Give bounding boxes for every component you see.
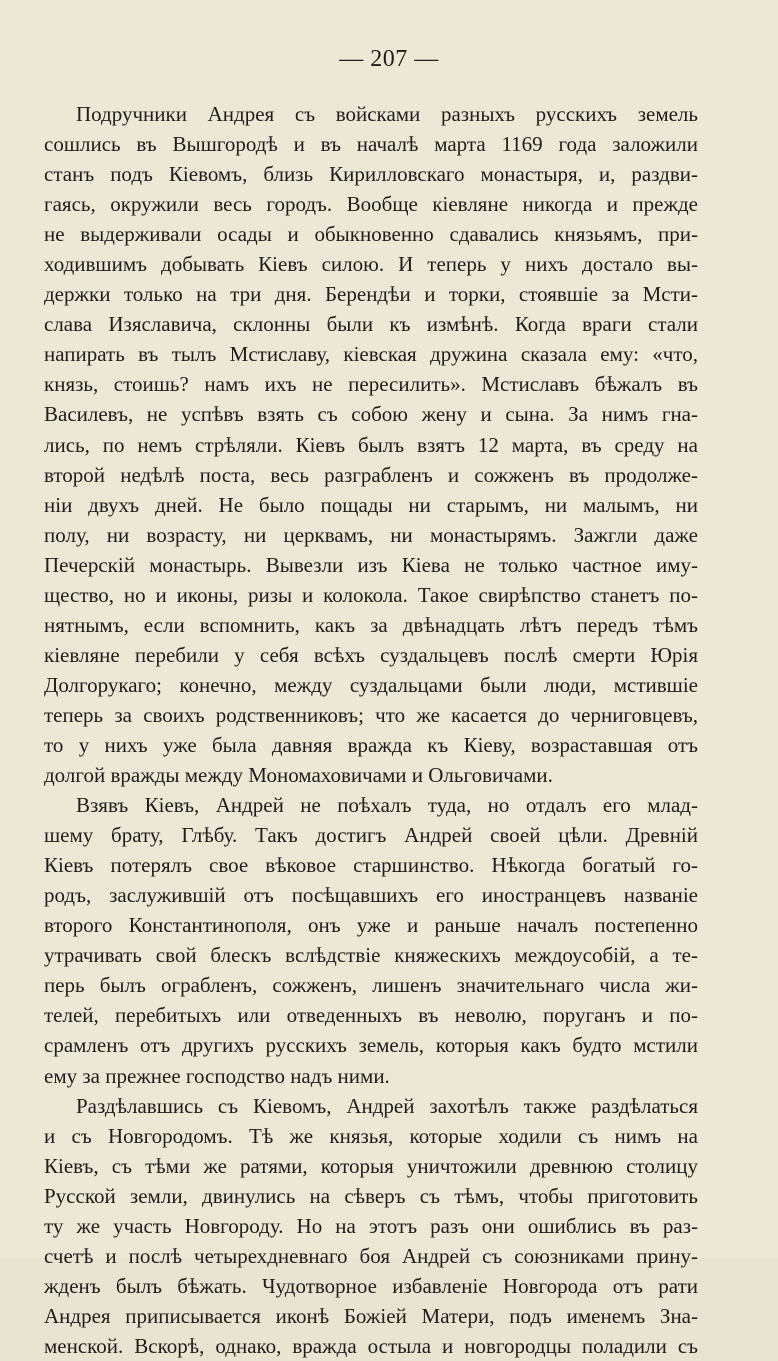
text-line: срамленъ отъ другихъ русскихъ земель, которыя какъ будто мстили xyxy=(44,1033,698,1058)
text-line: щество, но и иконы, ризы и колокола. Такое свирѣпство станетъ по- xyxy=(44,582,698,607)
text-line: лись, по немъ стрѣляли. Кіевъ былъ взятъ 12 марта, въ среду на xyxy=(44,432,698,457)
text-line: сошлись въ Вышгородѣ и въ началѣ марта 1169 года заложили xyxy=(44,132,698,157)
text-line: слава Изяславича, склонны были къ измѣнѣ. Когда враги стали xyxy=(44,312,698,337)
text-line: долгой вражды между Мономаховичами и Ольговичами. xyxy=(44,763,553,788)
text-line: жденъ былъ бѣжать. Чудотворное избавленіе Новгорода отъ рати xyxy=(44,1273,698,1298)
text-line: князь, стоишь? намъ ихъ не пересилить». Мстиславъ бѣжалъ въ xyxy=(44,372,698,397)
text-line: теперь за своихъ родственниковъ; что же касается до черниговцевъ, xyxy=(44,702,698,727)
text-line: Кіевъ потерялъ свое вѣковое старшинство. Нѣкогда богатый го- xyxy=(44,853,698,878)
text-line: Василевъ, не успѣвъ взять съ собою жену и сына. За нимъ гна- xyxy=(44,402,698,427)
text-line: менской. Вскорѣ, однако, вражда остыла и новгородцы поладили съ xyxy=(44,1333,698,1358)
text-line: перь былъ ограбленъ, сожженъ, лишенъ значительнаго числа жи- xyxy=(44,973,698,998)
text-line: Печерскій монастырь. Вывезли изъ Кіева не только частное иму- xyxy=(44,552,698,577)
text-line: второго Константинополя, онъ уже и раньше началъ постепенно xyxy=(44,913,698,938)
text-line: то у нихъ уже была давняя вражда къ Кіеву, возраставшая отъ xyxy=(44,732,698,757)
text-line: станъ подъ Кіевомъ, близь Кирилловскаго монастыря, и, раздви- xyxy=(44,162,698,187)
text-line: не выдерживали осады и обыкновенно сдавались князьямъ, при- xyxy=(44,222,698,247)
text-line: полу, ни возрасту, ни церквамъ, ни монастырямъ. Зажгли даже xyxy=(44,522,698,547)
text-line: счетѣ и послѣ четырехдневнаго боя Андрей съ союзниками прину- xyxy=(44,1243,698,1268)
page-number: — 207 — xyxy=(339,46,439,72)
text-line: Взявъ Кіевъ, Андрей не поѣхалъ туда, но отдалъ его млад- xyxy=(76,793,698,818)
text-line: ему за прежнее господство надъ ними. xyxy=(44,1063,390,1088)
text-line: нятнымъ, если вспомнить, какъ за двѣнадцать лѣтъ передъ тѣмъ xyxy=(44,612,698,637)
text-line: Кіевъ, съ тѣми же ратями, которыя уничтожили древнюю столицу xyxy=(44,1153,698,1178)
text-line: Подручники Андрея съ войсками разныхъ русскихъ земель xyxy=(76,102,698,126)
text-line: Русской земли, двинулись на сѣверъ съ тѣмъ, чтобы приготовить xyxy=(44,1183,698,1208)
text-line: утрачивать свой блескъ вслѣдствіе княжескихъ междоусобій, а те- xyxy=(44,943,698,968)
text-line: второй недѣлѣ поста, весь разграбленъ и сожженъ въ продолже- xyxy=(44,462,698,487)
text-line: родъ, заслужившій отъ посѣщавшихъ его иностранцевъ названіе xyxy=(44,883,698,908)
text-line: Долгорукаго; конечно, между суздальцами были люди, мстившіе xyxy=(44,672,698,697)
text-line: ніи двухъ дней. Не было пощады ни старымъ, ни малымъ, ни xyxy=(44,492,698,517)
text-line: кіевляне перебили у себя всѣхъ суздальцевъ послѣ смерти Юрія xyxy=(44,642,698,667)
text-line: гаясь, окружили весь городъ. Вообще кіевляне никогда и прежде xyxy=(44,192,698,217)
text-line: Андрея приписывается иконѣ Божіей Матери, подъ именемъ Зна- xyxy=(44,1303,698,1328)
text-line: ту же участь Новгороду. Но на этотъ разъ они ошиблись въ раз- xyxy=(44,1213,698,1238)
text-line: напирать въ тылъ Мстиславу, кіевская дружина сказала ему: «что, xyxy=(44,342,698,367)
text-line: Раздѣлавшись съ Кіевомъ, Андрей захотѣлъ также раздѣлаться xyxy=(76,1093,698,1118)
text-line: телей, перебитыхъ или отведенныхъ въ неволю, поруганъ и по- xyxy=(44,1003,698,1028)
body-text xyxy=(44,99,698,1361)
text-line: ходившимъ добывать Кіевъ силою. И теперь у нихъ достало вы- xyxy=(44,252,698,277)
text-line: держки только на три дня. Берендѣи и торки, стоявшіе за Мсти- xyxy=(44,282,698,307)
text-line: шему брату, Глѣбу. Такъ достигъ Андрей своей цѣли. Древній xyxy=(44,823,698,848)
text-line: и съ Новгородомъ. Тѣ же князья, которые ходили съ нимъ на xyxy=(44,1123,698,1148)
